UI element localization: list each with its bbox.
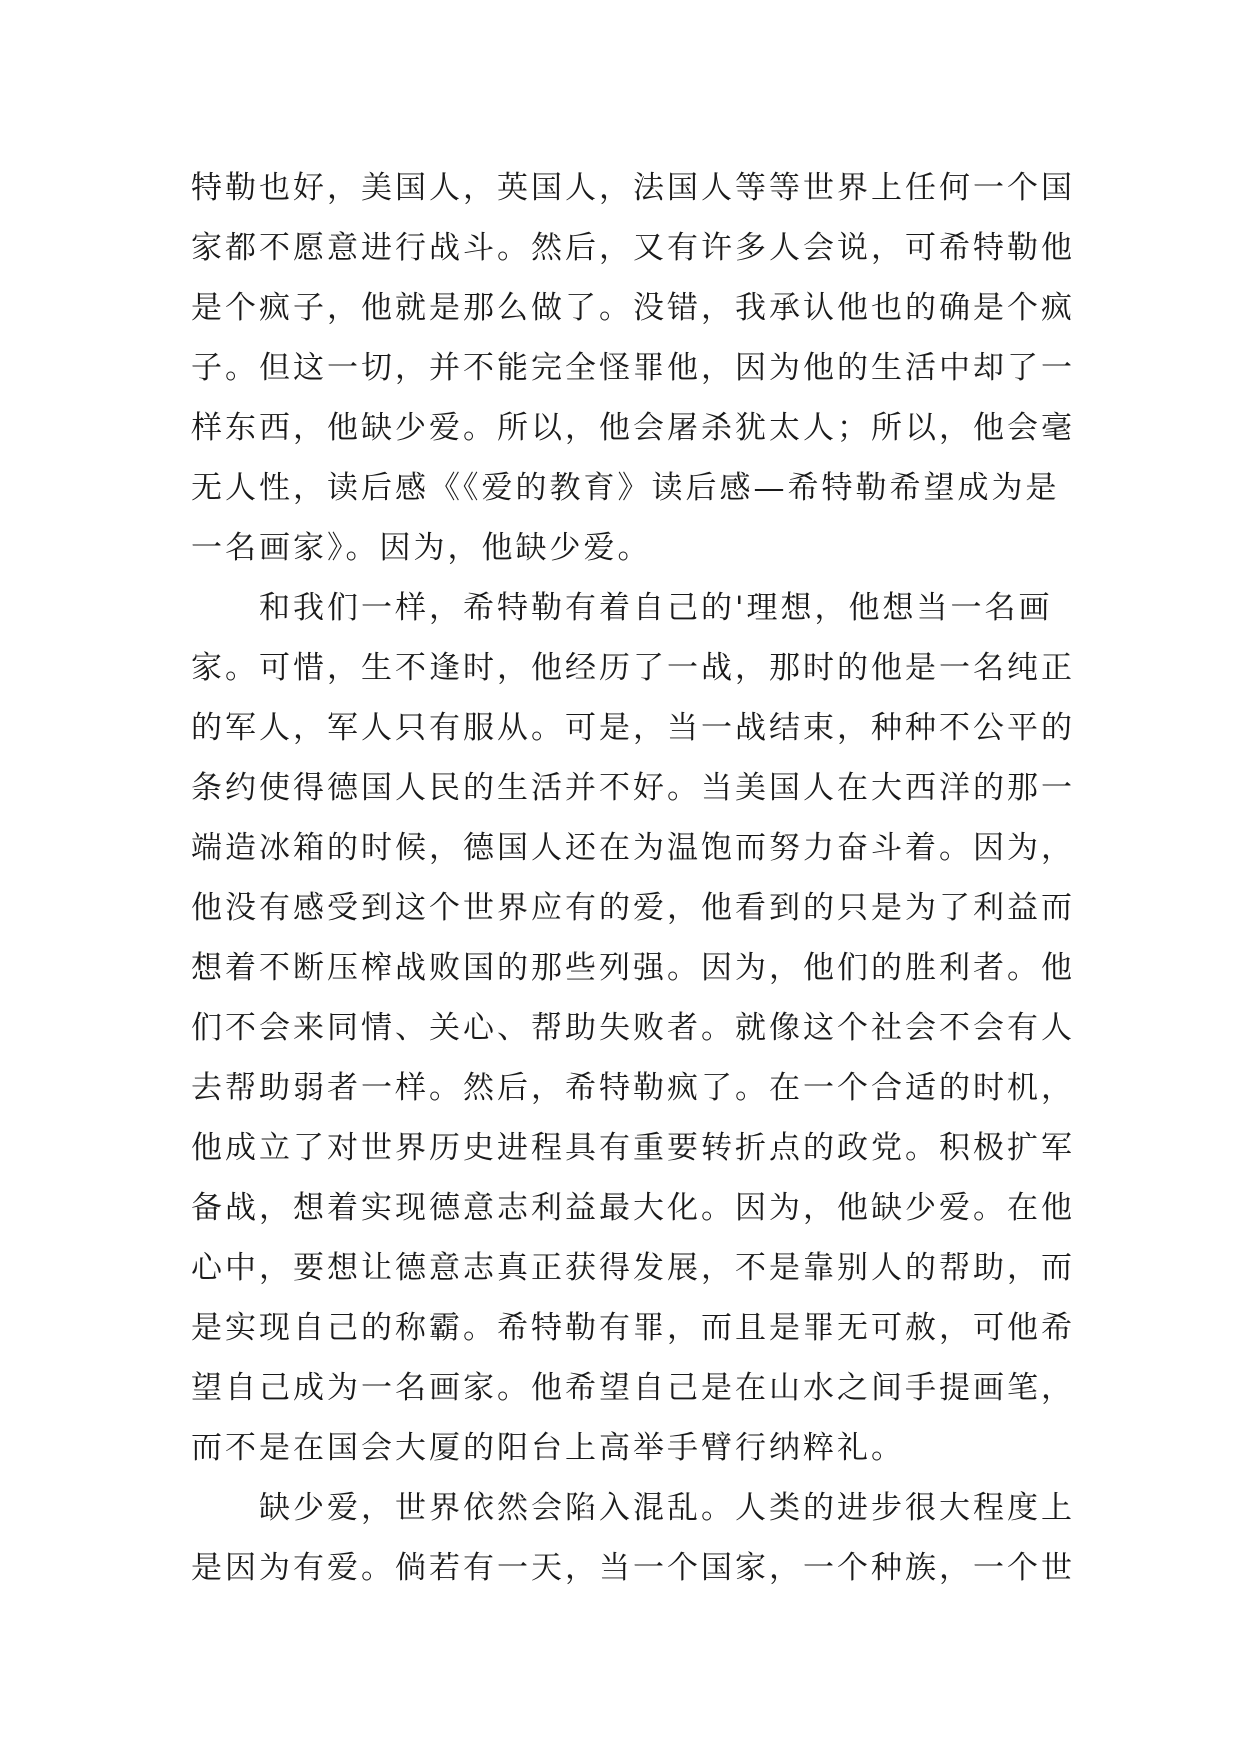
text-line: 们不会来同情、关心、帮助失败者。就像这个社会不会有人 — [191, 1010, 1075, 1046]
text-line: 心中，要想让德意志真正获得发展，不是靠别人的帮助，而 — [191, 1250, 1075, 1286]
text-line: 子。但这一切，并不能完全怪罪他，因为他的生活中却了一 — [191, 350, 1075, 386]
text-line: 是个疯子，他就是那么做了。没错，我承认他也的确是个疯 — [191, 290, 1075, 326]
text-line: 条约使得德国人民的生活并不好。当美国人在大西洋的那一 — [191, 770, 1075, 806]
body-text — [191, 158, 1075, 1598]
text-line: 是实现自己的称霸。希特勒有罪，而且是罪无可赦，可他希 — [191, 1310, 1075, 1346]
text-line: 去帮助弱者一样。然后，希特勒疯了。在一个合适的时机， — [191, 1070, 1075, 1106]
text-line: 他成立了对世界历史进程具有重要转折点的政党。积极扩军 — [191, 1130, 1075, 1166]
paragraph-first-line: 缺少爱，世界依然会陷入混乱。人类的进步很大程度上 — [259, 1490, 1075, 1526]
text-line: 家都不愿意进行战斗。然后，又有许多人会说，可希特勒他 — [191, 230, 1075, 266]
text-line: 望自己成为一名画家。他希望自己是在山水之间手提画笔， — [191, 1370, 1075, 1406]
text-line: 一名画家》。因为，他缺少爱。 — [191, 530, 652, 566]
text-line: 的军人，军人只有服从。可是，当一战结束，种种不公平的 — [191, 710, 1075, 746]
text-line: 他没有感受到这个世界应有的爱，他看到的只是为了利益而 — [191, 890, 1075, 926]
text-line: 样东西，他缺少爱。所以，他会屠杀犹太人；所以，他会毫 — [191, 410, 1075, 446]
text-line: 想着不断压榨战败国的那些列强。因为，他们的胜利者。他 — [191, 950, 1075, 986]
paragraph-first-line: 和我们一样，希特勒有着自己的'理想，他想当一名画 — [259, 590, 1053, 626]
text-line: 特勒也好，美国人，英国人，法国人等等世界上任何一个国 — [191, 170, 1075, 206]
text-line: 端造冰箱的时候，德国人还在为温饱而努力奋斗着。因为， — [191, 830, 1075, 866]
text-line: 备战，想着实现德意志利益最大化。因为，他缺少爱。在他 — [191, 1190, 1075, 1226]
text-line: 而不是在国会大厦的阳台上高举手臂行纳粹礼。 — [191, 1430, 905, 1466]
text-line: 是因为有爱。倘若有一天，当一个国家，一个种族，一个世 — [191, 1550, 1075, 1586]
text-line: 家。可惜，生不逢时，他经历了一战，那时的他是一名纯正 — [191, 650, 1075, 686]
text-line: 无人性，读后感《《爱的教育》读后感—希特勒希望成为是 — [191, 470, 1060, 506]
